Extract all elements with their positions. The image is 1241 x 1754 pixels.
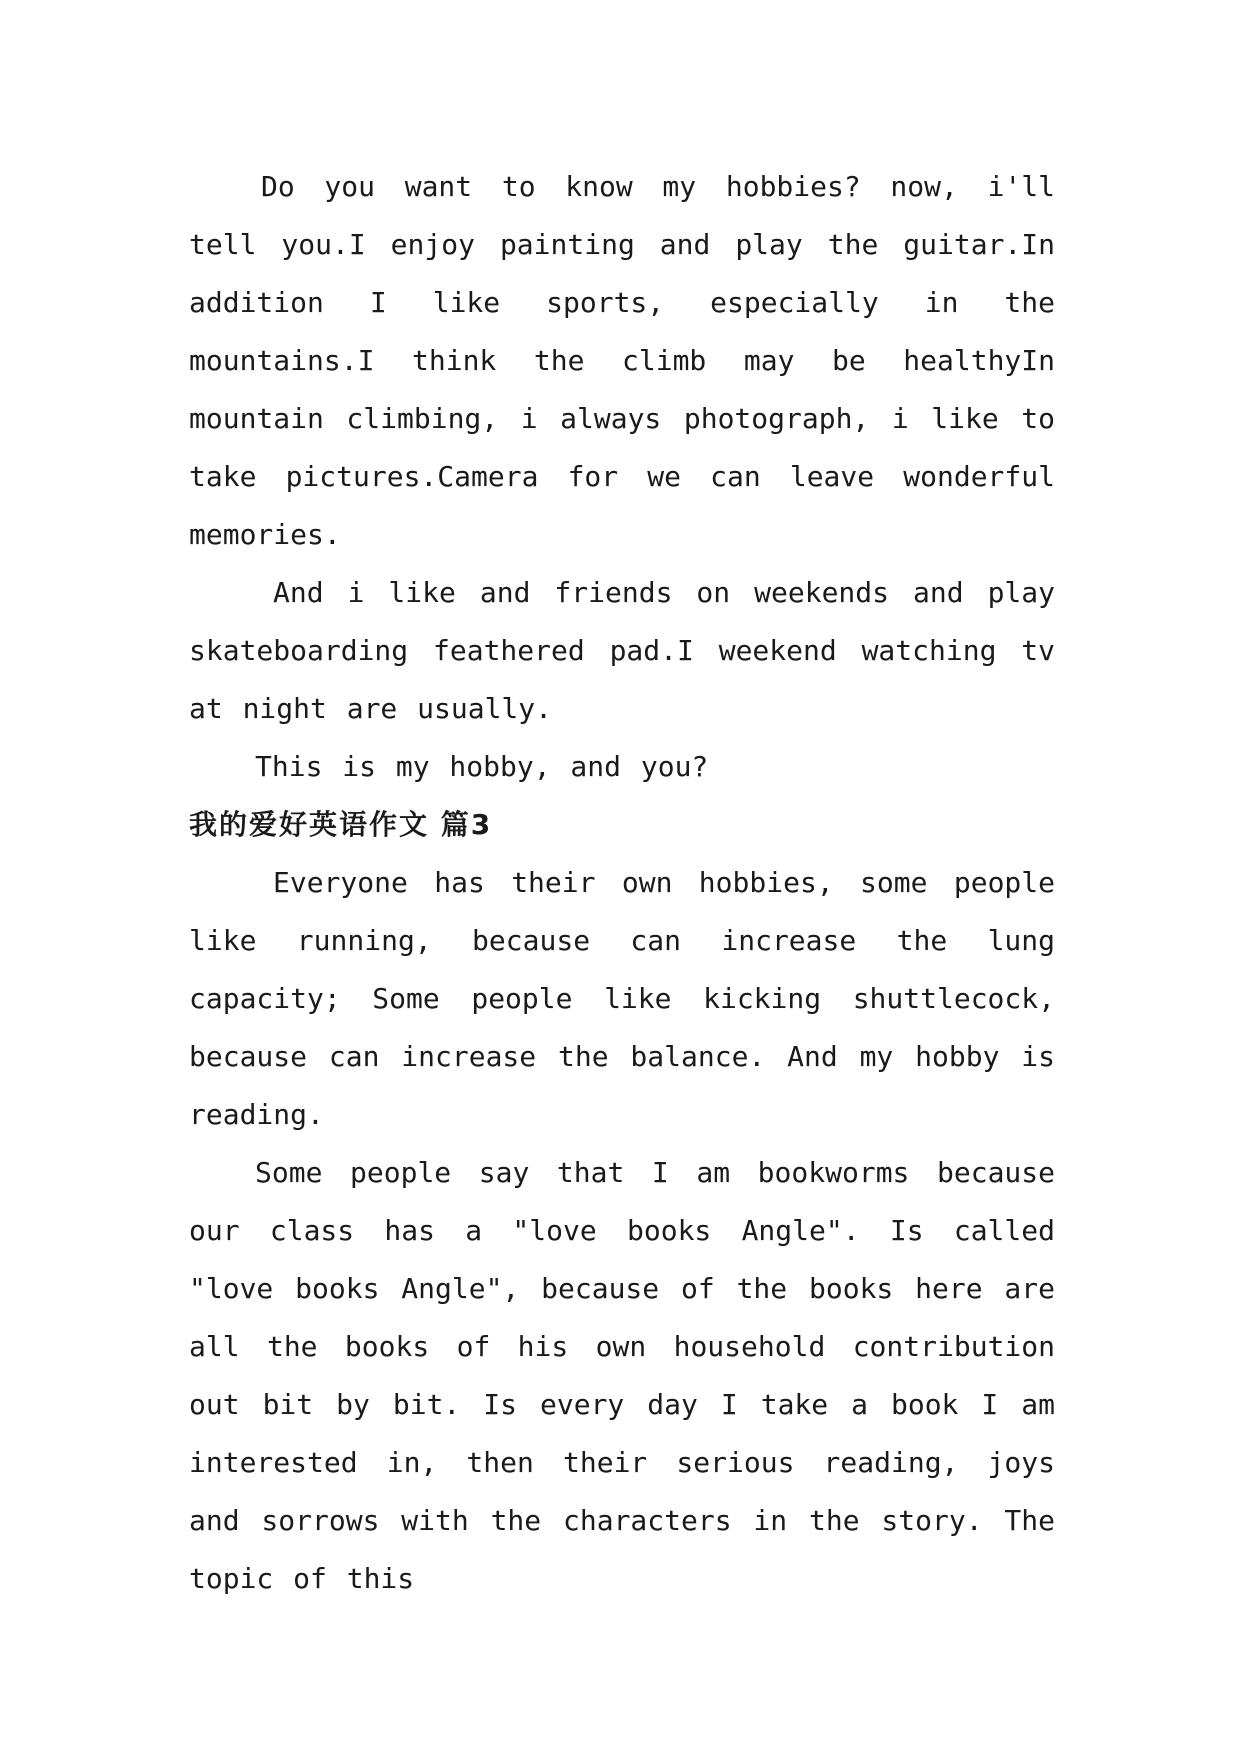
paragraph-everyone-hobbies: Everyone has their own hobbies, some people like running, because can increase the lung capacity; Some people like kicking shuttlecock, because can increase the balance. And my hobby is reading. bbox=[189, 866, 1055, 1131]
document-page bbox=[189, 158, 1055, 1698]
section-heading: 我的爱好英语作文 篇3 bbox=[189, 808, 493, 841]
paragraph-weekends: And i like and friends on weekends and play skateboarding feathered pad.I weekend watching tv at night are usually. bbox=[189, 576, 1055, 725]
paragraph-closing-question: This is my hobby, and you? bbox=[255, 750, 709, 783]
paragraph-hobbies-intro: Do you want to know my hobbies? now, i'll tell you.I enjoy painting and play the guitar.In addition I like sports, especially in the mountains.I think the climb may be healthyIn mountain climbing, i always photograph, i like to take pictures.Camera for we can leave wonderful memories. bbox=[189, 170, 1055, 551]
paragraph-bookworms: Some people say that I am bookworms because our class has a "love books Angle". Is called "love books Angle", because of the books here are all the books of his own household contribution out bit by bit. Is every day I take a book I am interested in, then their serious reading, joys and sorrows with the characters in the story. The topic of this bbox=[189, 1156, 1055, 1595]
